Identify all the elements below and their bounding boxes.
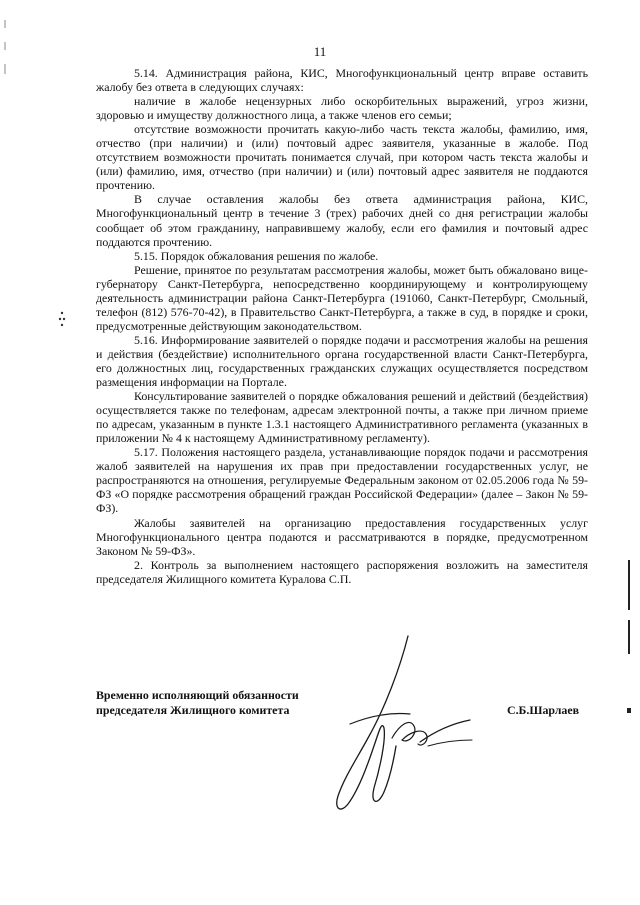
handwritten-signature	[330, 628, 480, 828]
signer-name: С.Б.Шарлаев	[507, 703, 580, 717]
signer-title-line-2: председателя Жилищного комитета	[96, 703, 290, 717]
paragraph-5-14-case-1: наличие в жалобе нецензурных либо оскорбительных выражений, угроз жизни, здоровью и имуществу должностного лица, а также членов его семьи;	[96, 94, 588, 123]
paragraph-5-16-consulting: Консультирование заявителей о порядке обжалования решений и действий (бездействия) осуществляется также по телефонам, адресам электронной почты, а также при личном приеме по адресам, указанным в пункте 1.3.1 настоящего Административного регламента (указанных в приложении № 4 к настоящему Административному регламенту).	[96, 389, 588, 446]
document-body	[96, 66, 588, 586]
paragraph-5-16: 5.16. Информирование заявителей о порядке подачи и рассмотрения жалобы на решения и действия (бездействие) исполнительного органа государственной власти Санкт-Петербурга, его должностных лиц, государственных гражданских служащих осуществляется посредством размещения информации на Портале.	[96, 332, 588, 390]
scan-edge-dot	[627, 708, 631, 713]
scan-edge-bar-mid	[628, 620, 630, 654]
paragraph-5-14-case-2: отсутствие возможности прочитать какую-либо часть текста жалобы, фамилию, имя, отчество (при наличии) и (или) почтовый адрес заявителя, указанные в жалобе. Под отсутствием возможности прочитать понимается случай, при котором часть текста жалобы и (или) фамилию, имя, отчество (при наличии) и (или) почтовый адрес заявителя не поддаются прочтению.	[96, 122, 588, 193]
paragraph-5-15-body: Решение, принятое по результатам рассмотрения жалобы, может быть обжаловано вице-губернатору Санкт-Петербурга, непосредственно координирующему и контролирующему деятельность администрации района Санкт-Петербурга (191060, Санкт-Петербург, Смольный, телефон (812) 576-70-42), в Правительство Санкт-Петербурга, а также в суд, в порядке и сроки, предусмотренные действующим законодательством.	[96, 262, 588, 333]
paragraph-5-15: 5.15. Порядок обжалования решения по жалобе.	[134, 248, 379, 263]
signer-title	[96, 688, 299, 718]
margin-dots-mark	[58, 310, 66, 328]
paragraph-2-control: 2. Контроль за выполнением настоящего распоряжения возложить на заместителя председателя Жилищного комитета Куралова С.П.	[96, 557, 588, 586]
paragraph-5-17: 5.17. Положения настоящего раздела, устанавливающие порядок подачи и рассмотрения жалоб заявителей на нарушения их прав при предоставлении государственных услуг, не распространяются на отношения, регулируемые Федеральным законом от 02.05.2006 года № 59-ФЗ «О порядке рассмотрения обращений граждан Российской Федерации» (далее – Закон № 59-ФЗ).	[96, 445, 588, 516]
scan-edge-bar-top	[628, 560, 630, 610]
paragraph-5-17-complaints: Жалобы заявителей на организацию предоставления государственных услуг Многофункционального центра подаются и рассматриваются в порядке, предусмотренном Законом № 59-ФЗ».	[96, 515, 588, 558]
page-number: 11	[313, 44, 327, 59]
paragraph-5-14: 5.14. Администрация района, КИС, Многофункциональный центр вправе оставить жалобу без ответа в следующих случаях:	[96, 66, 588, 95]
paragraph-5-14-notice: В случае оставления жалобы без ответа администрация района, КИС, Многофункциональный центр в течение 3 (трех) рабочих дней со дня регистрации жалобы сообщает об этом гражданину, направившему жалобу, если его фамилия и почтовый адрес поддаются прочтению.	[96, 192, 588, 249]
signer-title-line-1: Временно исполняющий обязанности	[96, 688, 299, 702]
